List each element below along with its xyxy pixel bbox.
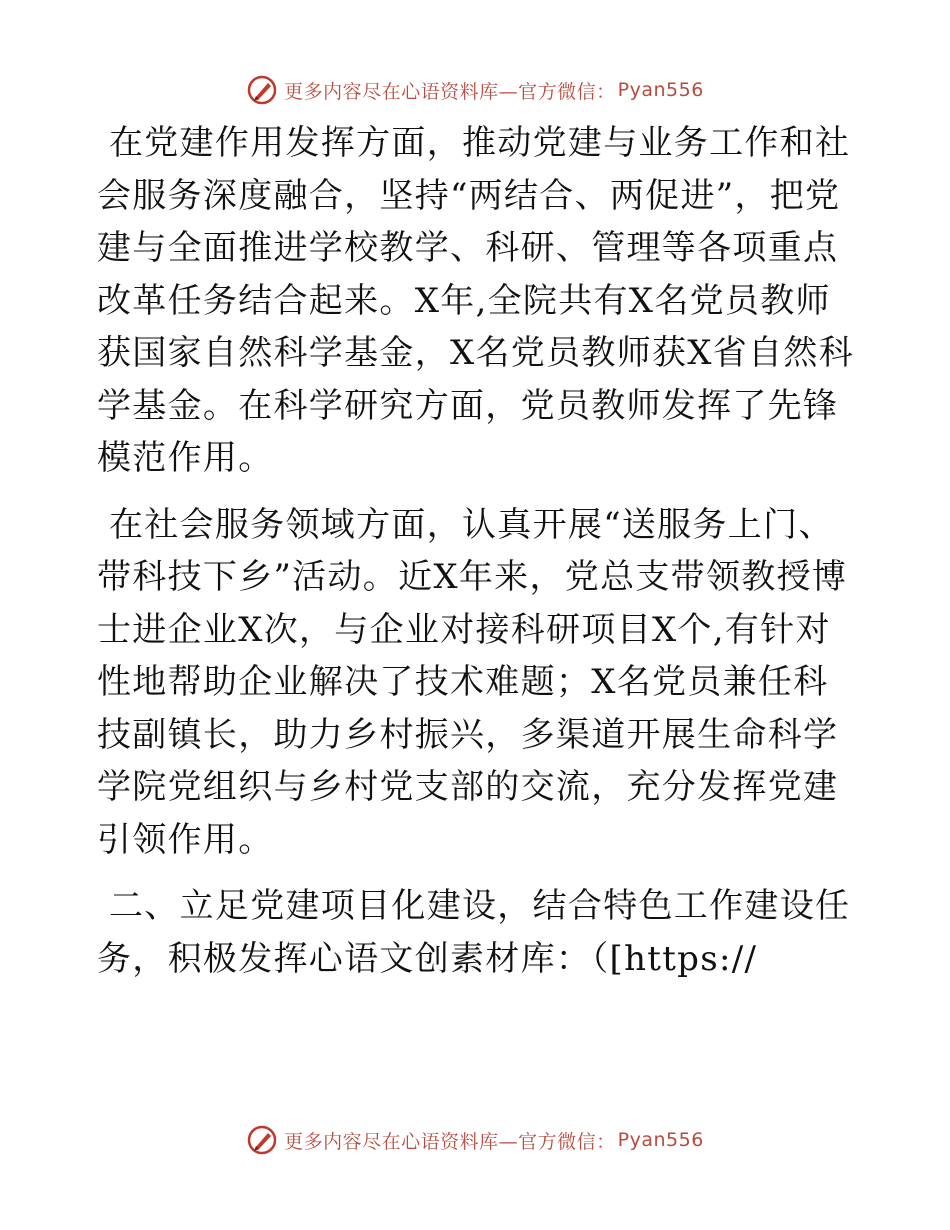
paragraph-project-construction: 二、立足党建项目化建设，结合特色工作建设任务，积极发挥心语文创素材库：（[https://: [97, 886, 851, 979]
watermark-text: 更多内容尽在心语资料库—官方微信：: [284, 1130, 616, 1153]
paragraph-party-building-role: 在党建作用发挥方面，推动党建与业务工作和社会服务深度融合，坚持“两结合、两促进”，把党建与全面推进学校教学、科研、管理等各项重点改革任务结合起来。X年,全院共有X名党员教师获国家自然科学基金，X名党员教师获X省自然科学基金。在科学研究方面，党员教师发挥了先锋模范作用。: [97, 123, 855, 478]
watermark-wechat-id: Pyan556: [617, 1129, 704, 1151]
document-body: [97, 117, 855, 999]
watermark-wechat-id: Pyan556: [617, 79, 704, 101]
header-watermark: [0, 70, 950, 110]
quill-pen-logo-icon: [246, 74, 278, 106]
footer-watermark: [0, 1120, 950, 1160]
paragraph-social-service: 在社会服务领域方面，认真开展“送服务上门、带科技下乡”活动。近X年来，党总支带领教授博士进企业X次，与企业对接科研项目X个,有针对性地帮助企业解决了技术难题；X名党员兼任科技副镇长，助力乡村振兴，多渠道开展生命科学学院党组织与乡村党支部的交流，充分发挥党建引领作用。: [97, 504, 848, 860]
quill-pen-logo-icon: [246, 1124, 278, 1156]
watermark-text: 更多内容尽在心语资料库—官方微信：: [284, 80, 616, 103]
